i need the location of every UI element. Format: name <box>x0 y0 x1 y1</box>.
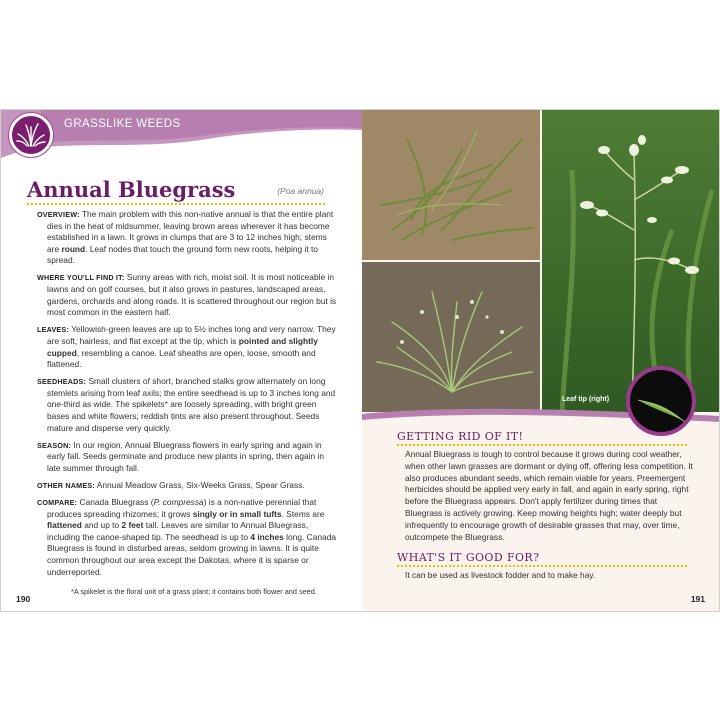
page-title: Annual Bluegrass <box>27 177 236 202</box>
good-for-heading: WHAT'S IT GOOD FOR? <box>397 551 540 564</box>
compare-bold-3: 2 feet <box>121 520 144 531</box>
seedheads-paragraph <box>37 376 337 434</box>
compare-text-2: ) is a non-native perennial that produces spreading rhizomes; it grows <box>47 497 317 519</box>
book-spread <box>0 109 720 612</box>
leaves-text: Yellowish-green leaves are up to 5½ inches long and very narrow. They are soft, hairless, and flat except at the tip, which is <box>47 324 336 346</box>
grass-icon <box>9 113 53 157</box>
compare-bold-1: singly or in small tufts <box>192 508 282 519</box>
heading-dotted-rule-2 <box>397 565 687 567</box>
leaves-label: LEAVES: <box>37 325 70 335</box>
heading-dotted-rule <box>397 444 687 446</box>
getting-rid-heading: GETTING RID OF IT! <box>397 430 524 443</box>
seedheads-text: Small clusters of short, branched stalks grow alternately on long stemlets arising from leaf axils; the entire seedhead is up to 3 inches long and one-third as wide. The spikelets* are loosely spreading, with bright green bases and white flowers; reddish tints are also present throughout. Seeds mature and disperse very quickly. <box>47 376 336 433</box>
compare-bold-2: flattened <box>47 520 82 531</box>
leaves-bold: pointed and slightly cupped <box>47 335 318 358</box>
page-number-left: 190 <box>16 594 31 604</box>
overview-text: The main problem with this non-native annual is that the entire plant dies in the heat of midsummer, leaving brown areas wherever it has become established in a lawn. It grows in clumps that are 3 to 12 inches high; stems are <box>47 209 334 254</box>
getting-rid-text: Annual Bluegrass is tough to control because it grows during cool weather, when other lawn grasses are dormant or dying off, offering less competition. It also produces abundant seeds, which remain viable for years. Preemergent herbicides should be applied very early in fall, and again in early spring, right before the Bluegrass appears. Don't apply fertilizer during times that Bluegrass is actively growing. Keep mowing heights high; water deeply but infrequently to encourage growth of desirable grasses that may, over time, outcompete the Bluegrass. <box>405 449 693 542</box>
photo-plant-clump <box>362 262 540 412</box>
compare-label: COMPARE: <box>37 498 78 508</box>
compare-text-3: . Stems are <box>281 508 325 519</box>
photo-plant-on-soil <box>362 110 540 260</box>
compare-text-5: tall. Leaves are similar to Annual Bluegrass, including the canoe-shaped tip. The seedhead is up to <box>47 520 309 542</box>
footnote: *A spikelet is the floral unit of a grass plant; it contains both flower and seed. <box>71 587 317 596</box>
season-label: SEASON: <box>37 440 72 450</box>
season-text: In our region, Annual Bluegrass flowers in early spring and again in early fall. Seeds germinate and produce new plants in spring, then again in late summer through fall. <box>47 439 325 473</box>
other-names-label: OTHER NAMES: <box>37 480 95 490</box>
compare-text-6: long. Canada Bluegrass is found in disturbed areas, seldom growing in lawns. It is quite common throughout our area except the Dakotas, where it is sparse or underreported. <box>47 531 337 577</box>
good-for-text: It can be used as livestock fodder and to make hay. <box>405 570 596 580</box>
left-page <box>1 110 362 611</box>
where-paragraph <box>37 272 337 318</box>
other-names-text: Annual Meadow Grass, Six-Weeks Grass, Spear Grass. <box>94 479 305 490</box>
seedheads-label: SEEDHEADS: <box>37 377 87 387</box>
leaves-text-end: , resembling a canoe. Leaf sheaths are open, loose, smooth and flattened. <box>47 347 316 370</box>
overview-paragraph <box>37 209 337 267</box>
leaf-tip-inset <box>626 366 696 436</box>
overview-text-end: . Leaf nodes that touch the ground form new roots, helping it to spread. <box>47 243 318 266</box>
compare-text-4: and up to <box>81 520 122 531</box>
season-paragraph <box>37 440 337 475</box>
leaves-paragraph <box>37 324 337 370</box>
compare-paragraph <box>37 497 337 578</box>
page-number-right: 191 <box>690 594 705 604</box>
right-page <box>362 110 719 611</box>
overview-label: OVERVIEW: <box>37 210 80 219</box>
section-banner <box>1 110 362 154</box>
compare-bold-4: 4 inches <box>250 531 284 542</box>
other-names-paragraph <box>37 480 337 492</box>
title-dotted-rule <box>27 203 325 205</box>
overview-bold: round <box>61 243 86 254</box>
where-text: Sunny areas with rich, moist soil. It is most noticeable in lawns and on golf courses, but it also grows in pastures, landscaped areas, gardens, orchards and along roads. It is scattered throughout our region but is most common in the eastern half. <box>47 272 337 318</box>
latin-name: (Poa annua) <box>277 186 324 196</box>
leaf-tip-caption: Leaf tip (right) <box>562 396 610 403</box>
where-label: WHERE YOU'LL FIND IT: <box>37 273 125 283</box>
species-description <box>37 209 337 584</box>
photo-seedhead-closeup <box>542 110 719 412</box>
compare-text-1: Canada Bluegrass ( <box>77 497 154 508</box>
compare-italic: P. compressa <box>153 497 204 508</box>
section-label: GRASSLIKE WEEDS <box>64 118 181 130</box>
